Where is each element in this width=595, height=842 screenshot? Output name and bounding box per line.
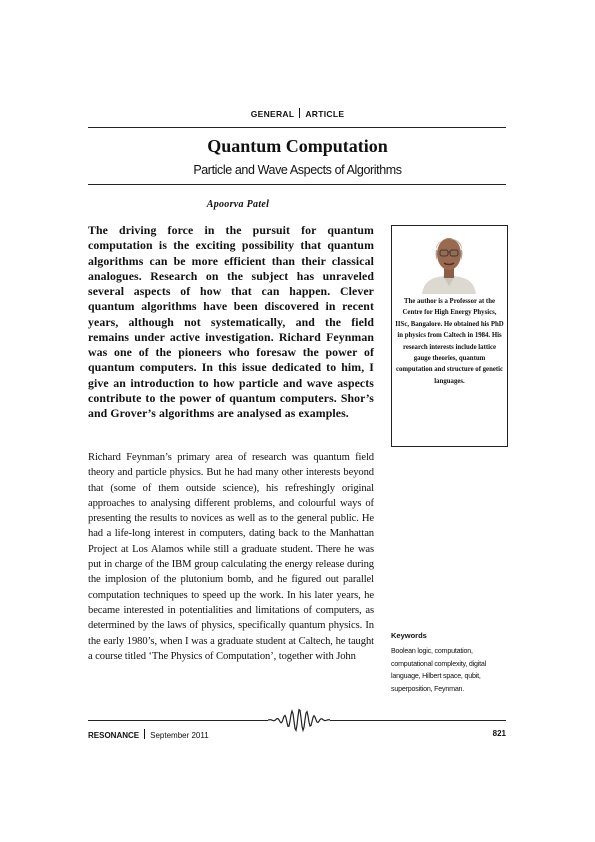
top-rule — [88, 127, 506, 128]
keywords-heading: Keywords — [391, 631, 427, 640]
page-number: 821 — [492, 729, 506, 738]
footer-info — [88, 729, 209, 740]
title-rule — [88, 184, 506, 185]
author-photo — [414, 230, 484, 294]
footer-divider — [144, 729, 145, 739]
footer-rule-left — [88, 720, 268, 721]
wave-logo-icon — [268, 707, 330, 733]
keywords-text: Boolean logic, computation, computational complexity, digital language, Hilbert space, qubit, superposition, Feynman. — [391, 647, 486, 693]
section-label — [0, 108, 595, 119]
author-bio: The author is a Professor at the Centre for High Energy Physics, IISc, Bangalore. He obtained his PhD in physics from Caltech in 1984. His research interests include lattice gauge theories, quantum computation and structure of genetic languages. — [395, 298, 504, 385]
article-subtitle: Particle and Wave Aspects of Algorithms — [193, 163, 402, 177]
divider — [299, 108, 300, 118]
author-name: Apoorva Patel — [206, 199, 270, 210]
journal-name: RESONANCE — [88, 731, 140, 740]
footer-rule-right — [330, 720, 506, 721]
section-name: GENERAL — [250, 109, 295, 119]
article-title: Quantum Computation — [207, 136, 388, 156]
abstract: The driving force in the pursuit for quantum computation is the exciting possibility that quantum algorithms can be more efficient than their classical analogues. Research on the subject has unraveled several aspects of how that can happen. Clever quantum algorithms have been discovered in recent years, although not systematically, and the field remains under active investigation. Richard Feynman was one of the pioneers who foresaw the power of quantum computers. In this issue dedicated to him, I give an introduction to how particle and wave aspects contribute to the power of quantum computers. Shor’s and Grover’s algorithms are analysed as examples. — [88, 223, 374, 420]
body-paragraph: Richard Feynman’s primary area of research was quantum field theory and particle physics. But he had many other interests beyond that (some of them outside science), his refreshingly original approaches to analysing different problems, and colourful ways of presenting the results to novices as well as to the general public. He had a life-long interest in computers, dating back to the Manhattan Project at Los Alamos while still a graduate student. There he was put in charge of the IBM group calculating the energy release during the implosion of the plutonium bomb, and he figured out parallel computation techniques to speed up the work. In his later years, he became interested in potentialities and limitations of computers, as determined by the laws of physics, specifically quantum physics. In the early 1980’s, when I was a graduate student at Caltech, he taught a course titled ‘The Physics of Computation’, together with John — [88, 452, 374, 662]
issue-date: September 2011 — [150, 731, 209, 740]
article-type: ARTICLE — [305, 109, 345, 119]
